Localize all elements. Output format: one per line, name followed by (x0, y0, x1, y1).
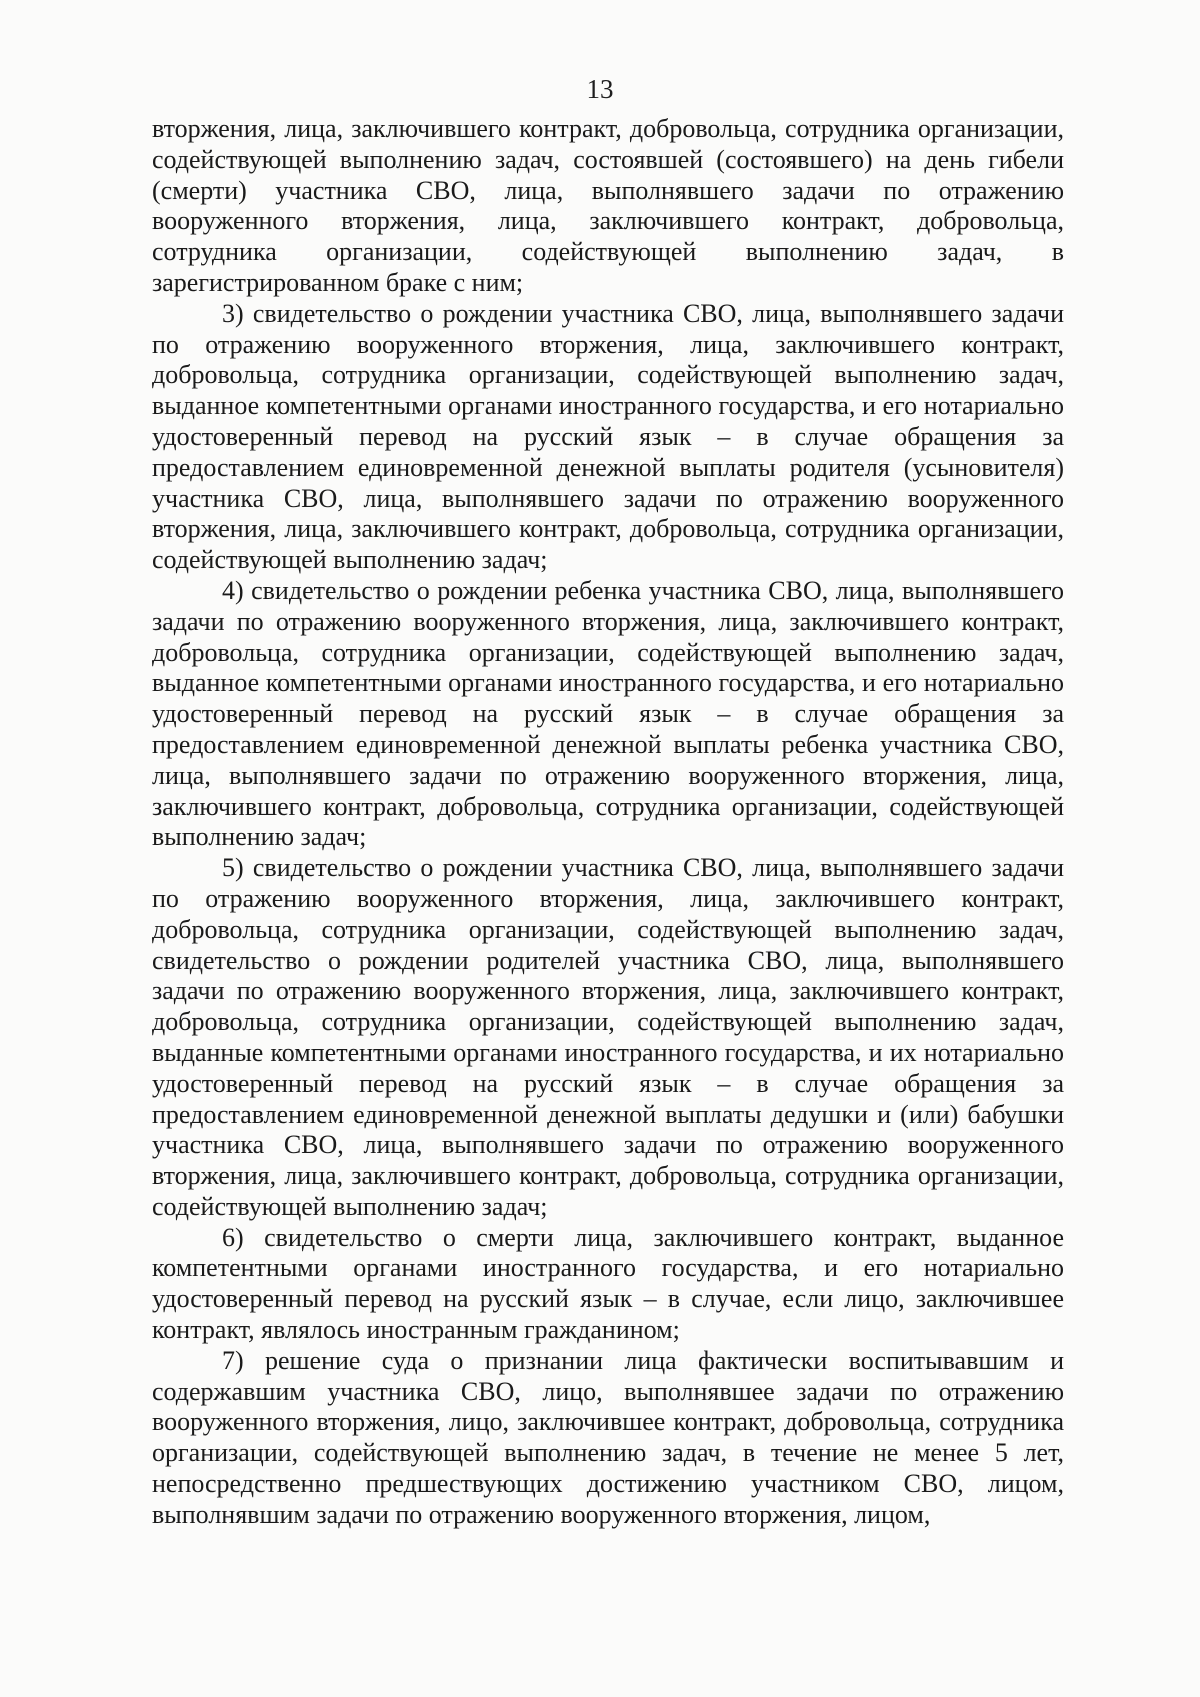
page-number: 13 (586, 74, 614, 104)
paragraph-item-6: 6) свидетельство о смерти лица, заключившего контракт, выданное компетентными органами иностранного государства, и его нотариально удостоверенный перевод на русский язык – в случае, если лицо, заключившее контракт, являлось иностранным гражданином; (152, 1222, 1064, 1345)
document-body (152, 114, 1064, 1531)
paragraph-item-4: 4) свидетельство о рождении ребенка участника СВО, лица, выполнявшего задачи по отражению вооруженного вторжения, лица, заключившего контракт, добровольца, сотрудника организации, содействующей выполнению задач, выданное компетентными органами иностранного государства, и его нотариально удостоверенный перевод на русский язык – в случае обращения за предоставлением единовременной денежной выплаты ребенка участника СВО, лица, выполнявшего задачи по отражению вооруженного вторжения, лица, заключившего контракт, добровольца, сотрудника организации, содействующей выполнению задач; (152, 575, 1064, 852)
paragraph-item-3: 3) свидетельство о рождении участника СВО, лица, выполнявшего задачи по отражению вооруженного вторжения, лица, заключившего контракт, добровольца, сотрудника организации, содействующей выполнению задач, выданное компетентными органами иностранного государства, и его нотариально удостоверенный перевод на русский язык – в случае обращения за предоставлением единовременной денежной выплаты родителя (усыновителя) участника СВО, лица, выполнявшего задачи по отражению вооруженного вторжения, лица, заключившего контракт, добровольца, сотрудника организации, содействующей выполнению задач; (152, 298, 1064, 575)
paragraph-item-7: 7) решение суда о признании лица фактически воспитывавшим и содержавшим участника СВО, лицо, выполнявшее задачи по отражению вооруженного вторжения, лицо, заключившее контракт, добровольца, сотрудника организации, содействующей выполнению задач, в течение не менее 5 лет, непосредственно предшествующих достижению участником СВО, лицом, выполнявшим задачи по отражению вооруженного вторжения, лицом, (152, 1345, 1064, 1529)
paragraph-item-5: 5) свидетельство о рождении участника СВО, лица, выполнявшего задачи по отражению вооруженного вторжения, лица, заключившего контракт, добровольца, сотрудника организации, содействующей выполнению задач, свидетельство о рождении родителей участника СВО, лица, выполнявшего задачи по отражению вооруженного вторжения, лица, заключившего контракт, добровольца, сотрудника организации, содействующей выполнению задач, выданные компетентными органами иностранного государства, и их нотариально удостоверенный перевод на русский язык – в случае обращения за предоставлением единовременной денежной выплаты дедушки и (или) бабушки участника СВО, лица, выполнявшего задачи по отражению вооруженного вторжения, лица, заключившего контракт, добровольца, сотрудника организации, содействующей выполнению задач; (152, 853, 1064, 1221)
paragraph-continuation: вторжения, лица, заключившего контракт, добровольца, сотрудника организации, содействующей выполнению задач, состоявшей (состоявшего) на день гибели (смерти) участника СВО, лица, выполнявшего задачи по отражению вооруженного вторжения, лица, заключившего контракт, добровольца, сотрудника организации, содействующей выполнению задач, в зарегистрированном браке с ним; (152, 114, 1064, 297)
